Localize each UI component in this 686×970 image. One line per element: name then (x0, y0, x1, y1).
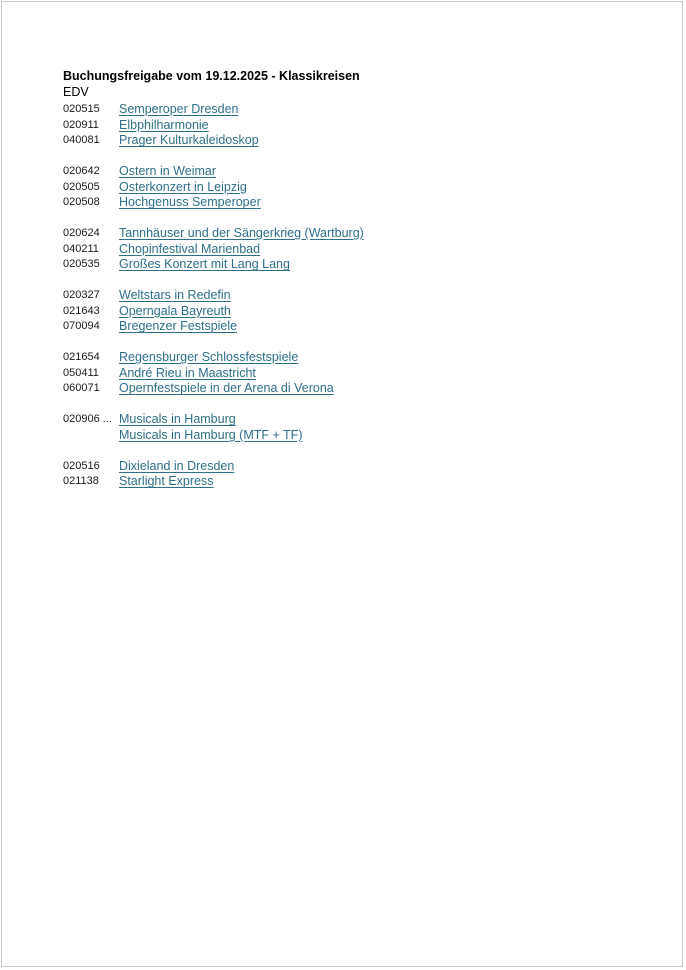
list-item (63, 194, 643, 210)
list-item (63, 411, 643, 427)
trip-link[interactable]: Weltstars in Redefin (119, 288, 231, 303)
trip-link[interactable]: Prager Kulturkaleidoskop (119, 133, 259, 148)
list-item (63, 257, 643, 273)
list-item (63, 117, 643, 133)
trip-code: 050411 (63, 366, 99, 379)
trip-group (63, 287, 643, 334)
list-item (63, 179, 643, 195)
trip-link[interactable]: Musicals in Hamburg (119, 412, 236, 427)
trip-link[interactable]: Großes Konzert mit Lang Lang (119, 257, 290, 272)
trip-code: 020508 (63, 196, 100, 209)
list-item (63, 101, 643, 117)
trip-code: 070094 (63, 320, 100, 333)
trip-link[interactable]: Operngala Bayreuth (119, 303, 231, 318)
list-item (63, 381, 643, 397)
document-subtitle: EDV (63, 85, 89, 99)
trip-link[interactable]: Tannhäuser und der Sängerkrieg (Wartburg) (119, 225, 364, 240)
trip-code: 021138 (63, 475, 99, 488)
trip-code: 060071 (63, 382, 100, 395)
trip-list (63, 101, 643, 504)
trip-group (63, 163, 643, 210)
trip-link[interactable]: Osterkonzert in Leipzig (119, 179, 247, 194)
trip-code: 021643 (63, 304, 100, 317)
trip-code: 020327 (63, 289, 100, 302)
list-item (63, 225, 643, 241)
trip-code: 020535 (63, 258, 100, 271)
trip-link[interactable]: Elbphilharmonie (119, 117, 209, 132)
trip-code: 020624 (63, 226, 100, 239)
trip-link[interactable]: Chopinfestival Marienbad (119, 241, 261, 256)
trip-code: 020642 (63, 164, 100, 177)
trip-link[interactable]: Ostern in Weimar (119, 163, 217, 178)
trip-code: 020515 (63, 102, 100, 115)
list-item (63, 287, 643, 303)
list-item (63, 473, 643, 489)
trip-group (63, 349, 643, 396)
document-title: Buchungsfreigabe vom 19.12.2025 - Klassikreisen (63, 69, 360, 83)
list-item (63, 458, 643, 474)
trip-code: 020906 ... (63, 413, 112, 426)
trip-code: 021654 (63, 351, 100, 364)
trip-code: 020516 (63, 459, 100, 472)
list-item (63, 241, 643, 257)
trip-group (63, 225, 643, 272)
trip-code: 020505 (63, 180, 100, 193)
trip-group (63, 458, 643, 489)
list-item (63, 427, 643, 443)
list-item (63, 132, 643, 148)
trip-link[interactable]: Musicals in Hamburg (MTF + TF) (119, 427, 303, 442)
trip-link[interactable]: Hochgenuss Semperoper (119, 195, 261, 210)
list-item (63, 365, 643, 381)
list-item (63, 349, 643, 365)
list-item (63, 303, 643, 319)
list-item (63, 319, 643, 335)
document-page (1, 1, 683, 967)
trip-code: 040211 (63, 242, 99, 255)
trip-link[interactable]: André Rieu in Maastricht (119, 365, 256, 380)
trip-code: 040081 (63, 134, 100, 147)
trip-group (63, 411, 643, 442)
trip-link[interactable]: Bregenzer Festspiele (119, 319, 238, 334)
list-item (63, 163, 643, 179)
trip-code: 020911 (63, 118, 99, 131)
trip-group (63, 101, 643, 148)
trip-link[interactable]: Opernfestspiele in der Arena di Verona (119, 381, 334, 396)
trip-link[interactable]: Starlight Express (119, 474, 214, 489)
trip-link[interactable]: Regensburger Schlossfestspiele (119, 350, 299, 365)
trip-link[interactable]: Semperoper Dresden (119, 101, 239, 116)
trip-link[interactable]: Dixieland in Dresden (119, 458, 235, 473)
